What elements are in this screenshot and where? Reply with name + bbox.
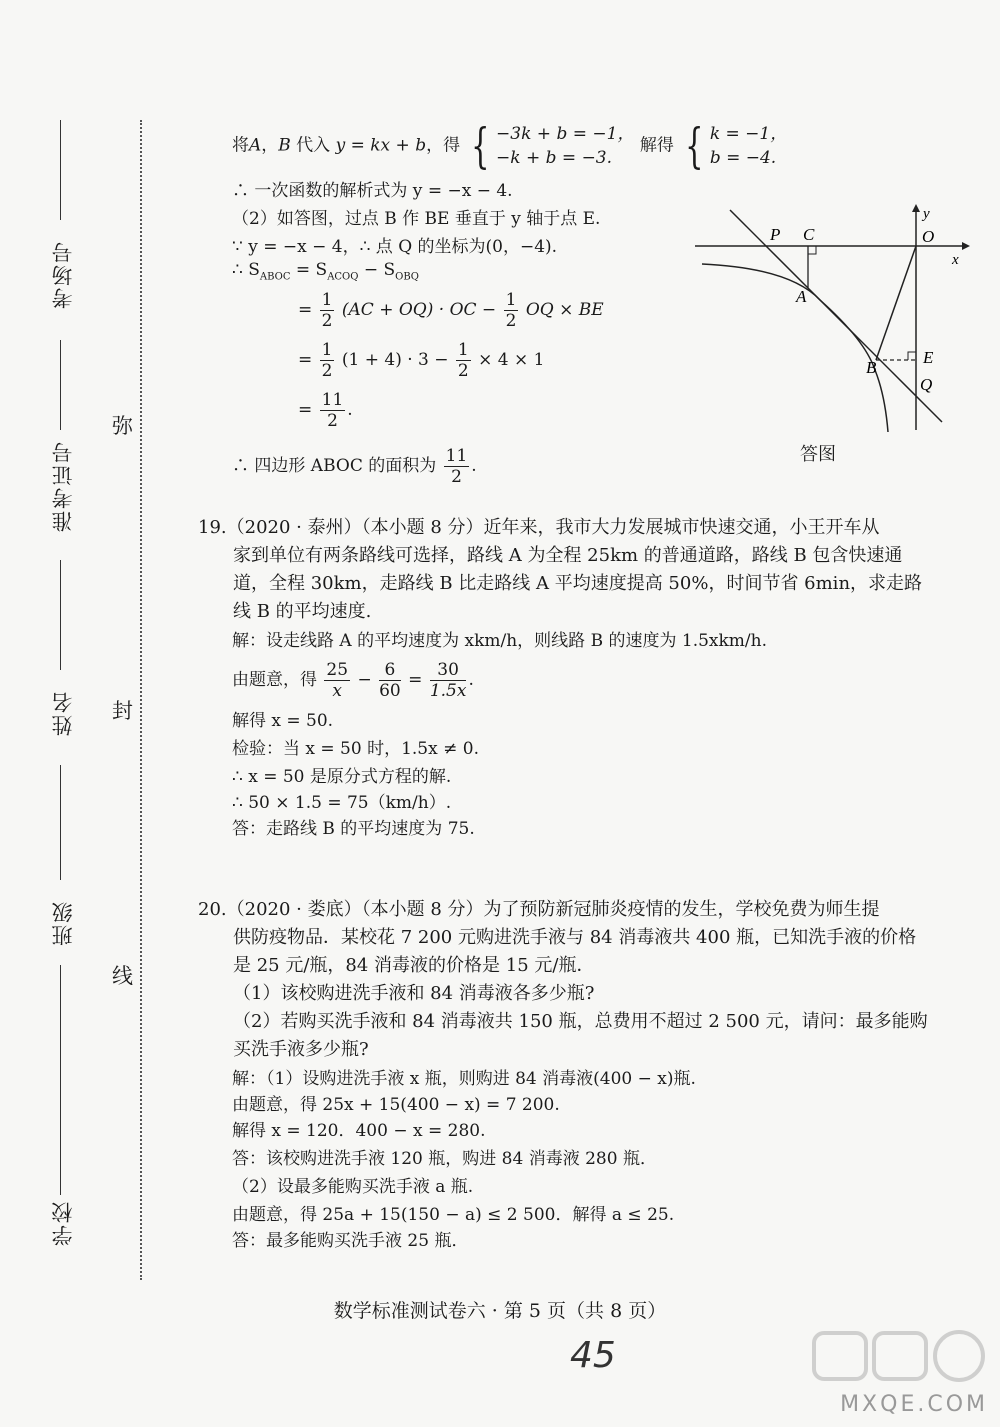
- seal-char: 线: [112, 964, 133, 988]
- fraction: [456, 340, 471, 381]
- fraction: [324, 660, 350, 701]
- question-line: 家到单位有两条路线可选择，路线 A 为全程 25km 的普通道路，路线 B 包含快速通: [233, 545, 903, 566]
- numerator: 1: [457, 340, 469, 360]
- question-line: 线 B 的平均速度.: [233, 601, 372, 622]
- sol20-line: （2）设最多能购买洗手液 a 瓶.: [232, 1177, 474, 1197]
- figure-caption: 答图: [800, 444, 836, 465]
- fill-line: [60, 560, 61, 670]
- handwritten-page-number: 45: [570, 1335, 616, 1376]
- denominator: 60: [379, 681, 401, 701]
- numerator: 6: [379, 660, 401, 681]
- system-row: k = −1，: [709, 124, 788, 144]
- text: =: [408, 670, 423, 690]
- x-axis-arrow-icon: [962, 242, 970, 250]
- right-angle-icon: [908, 352, 916, 360]
- binding-margin: [0, 0, 180, 1427]
- text: 解得: [639, 135, 674, 156]
- y-axis-arrow-icon: [912, 204, 920, 212]
- sol20-line: 解得 x = 120．400 − x = 280.: [232, 1121, 486, 1141]
- question-line: （2）若购买洗手液和 84 消毒液共 150 瓶，总费用不超过 2 500 元，请问：最多能购: [233, 1011, 928, 1032]
- field-label: 班级: [51, 900, 75, 946]
- fraction: [320, 390, 346, 431]
- fraction: [444, 446, 470, 487]
- text: .: [471, 456, 477, 476]
- denominator: 2: [505, 311, 517, 331]
- numerator: 11: [445, 446, 468, 466]
- numerator: 11: [321, 390, 344, 410]
- fraction: [379, 660, 401, 701]
- sol19-line: 解：设走线路 A 的平均速度为 xkm/h，则线路 B 的速度为 1.5xkm/h.: [232, 631, 768, 651]
- sol18-line-2: ∴ 一次函数的解析式为 y = −x − 4.: [232, 181, 513, 201]
- sol19-line: 检验：当 x = 50 时，1.5x ≠ 0.: [232, 739, 479, 759]
- system-row: b = −4.: [709, 148, 777, 168]
- numerator: 1: [321, 290, 333, 310]
- sol19-equation: [232, 660, 474, 701]
- fill-line: [60, 765, 61, 880]
- fraction: [430, 660, 467, 701]
- sol18-line-6: [298, 290, 604, 331]
- text: =: [298, 350, 313, 370]
- text: 由题意，得: [232, 670, 317, 690]
- fraction: [320, 340, 335, 381]
- brace-icon: {: [471, 118, 490, 174]
- numerator: 1: [321, 340, 333, 360]
- fraction: [504, 290, 519, 331]
- text: .: [347, 400, 353, 420]
- text: OQ × BE: [525, 300, 604, 320]
- text: = S: [290, 260, 328, 280]
- field-label: 学校: [51, 1200, 75, 1246]
- text: ∴ 四边形 ABOC 的面积为: [232, 456, 437, 476]
- text: (1 + 4) · 3 −: [341, 350, 449, 370]
- sol20-line: 解：（1）设购进洗手液 x 瓶，则购进 84 消毒液(400 − x)瓶.: [232, 1069, 696, 1089]
- subscript: ACOQ: [327, 271, 359, 283]
- sol18-line-8: [298, 390, 353, 431]
- text: − S: [358, 260, 396, 280]
- label-o: O: [922, 227, 935, 246]
- denominator: 2: [457, 361, 469, 381]
- right-angle-icon: [808, 246, 816, 254]
- label-c: C: [803, 225, 815, 244]
- text: B: [278, 135, 291, 156]
- question-line: 19.（2020 · 泰州）（本小题 8 分）近年来，我市大力发展城市快速交通，小王开车从: [198, 517, 880, 538]
- sol20-line: 答：该校购进洗手液 120 瓶，购进 84 消毒液 280 瓶．: [232, 1149, 657, 1169]
- numerator: 1: [505, 290, 517, 310]
- field-exam-room: [40, 120, 100, 330]
- seal-char: 封: [112, 699, 133, 723]
- text: A: [249, 135, 262, 156]
- brace-icon: {: [685, 118, 704, 174]
- numerator: 25: [326, 660, 349, 680]
- sol19-line: ∴ 50 × 1.5 = 75（km/h）.: [232, 793, 452, 813]
- field-class: [40, 765, 100, 955]
- question-line: 供防疫物品．某校花 7 200 元购进洗手液与 84 消毒液共 400 瓶，已知洗手液的价格: [233, 927, 917, 948]
- text: (AC + OQ) · OC −: [341, 300, 497, 320]
- text: ，得: [426, 135, 461, 156]
- label-y: y: [923, 206, 930, 222]
- text: .: [468, 670, 474, 690]
- sol18-line-5: [232, 260, 419, 282]
- answer-figure: [690, 200, 970, 440]
- sol19-line: 解得 x = 50.: [232, 711, 334, 731]
- label-a: A: [796, 287, 807, 306]
- system-rows: [710, 122, 787, 170]
- field-label: 姓名: [51, 690, 75, 736]
- system-rows: [496, 122, 634, 170]
- question-line: 20.（2020 · 娄底）（本小题 8 分）为了预防新冠肺炎疫情的发生，学校免费为师生提: [198, 899, 880, 920]
- text: 代入: [290, 135, 336, 156]
- field-label: 准考证号: [51, 440, 75, 532]
- text: −: [357, 670, 372, 690]
- question-20: [198, 896, 968, 1064]
- denominator: 2: [321, 361, 333, 381]
- fill-line: [60, 965, 61, 1195]
- sol20-line: 由题意，得 25a + 15(150 − a) ≤ 2 500．解得 a ≤ 25.: [232, 1205, 675, 1225]
- sol18-line-7: [298, 340, 545, 381]
- text: =: [298, 300, 313, 320]
- fill-line: [60, 120, 61, 220]
- denominator: x: [332, 681, 343, 701]
- text: 将: [232, 135, 249, 156]
- system-row: −k + b = −3.: [496, 148, 613, 168]
- sol19-answer: 答：走路线 B 的平均速度为 75.: [232, 819, 475, 839]
- fraction: [320, 290, 335, 331]
- label-e: E: [923, 348, 934, 367]
- watermark-text: MXQE.COM: [840, 1392, 988, 1417]
- sol18-line-3: （2）如答图，过点 B 作 BE 垂直于 y 轴于点 E.: [232, 209, 601, 229]
- text: ，: [261, 135, 279, 156]
- denominator: 2: [327, 411, 338, 431]
- question-19: [198, 514, 968, 626]
- curve-graph: [702, 264, 888, 432]
- subscript: OBQ: [395, 271, 419, 283]
- numerator: 30: [430, 660, 467, 681]
- denominator: 2: [321, 311, 333, 331]
- equation: y = kx + b: [335, 135, 427, 156]
- text: × 4 × 1: [478, 350, 545, 370]
- sol19-line: ∴ x = 50 是原分式方程的解.: [232, 767, 452, 787]
- fill-line: [60, 340, 61, 430]
- page-footer: 数学标准测试卷六 · 第 5 页（共 8 页）: [333, 1300, 667, 1322]
- field-school: [40, 965, 100, 1265]
- field-ticket-number: [40, 340, 100, 540]
- seal-dotted-line: [140, 120, 142, 1280]
- text: =: [298, 400, 313, 420]
- field-name: [40, 560, 100, 740]
- sol20-line: 由题意，得 25x + 15(400 − x) = 7 200.: [232, 1095, 560, 1115]
- denominator: 1.5x: [429, 681, 467, 701]
- equation-system-2: [679, 118, 788, 174]
- question-line: 买洗手液多少瓶?: [233, 1039, 369, 1060]
- seal-char: 弥: [112, 414, 133, 438]
- field-label: 考场号: [51, 240, 75, 309]
- sol20-answer: 答：最多能购买洗手液 25 瓶．: [232, 1231, 469, 1251]
- sol18-line-1: [232, 118, 788, 174]
- text: ∴ S: [232, 260, 260, 280]
- denominator: 2: [451, 467, 462, 487]
- question-line: （1）该校购进洗手液和 84 消毒液各多少瓶?: [233, 983, 595, 1004]
- equation-system-1: [465, 118, 635, 174]
- question-line: 是 25 元/瓶，84 消毒液的价格是 15 元/瓶．: [233, 955, 595, 976]
- label-x: x: [952, 252, 959, 268]
- label-p: P: [770, 225, 781, 244]
- subscript: ABOC: [259, 271, 291, 283]
- segment-ob: [876, 246, 916, 360]
- label-q: Q: [920, 375, 933, 394]
- label-b: B: [866, 358, 877, 377]
- system-row: −3k + b = −1，: [496, 124, 635, 144]
- question-line: 道，全程 30km，走路线 B 比走路线 A 平均速度提高 50%，时间节省 6min，求走路: [233, 573, 923, 594]
- sol18-line-4: ∵ y = −x − 4，∴ 点 Q 的坐标为(0，−4).: [232, 237, 558, 257]
- sol18-line-9: [232, 446, 477, 487]
